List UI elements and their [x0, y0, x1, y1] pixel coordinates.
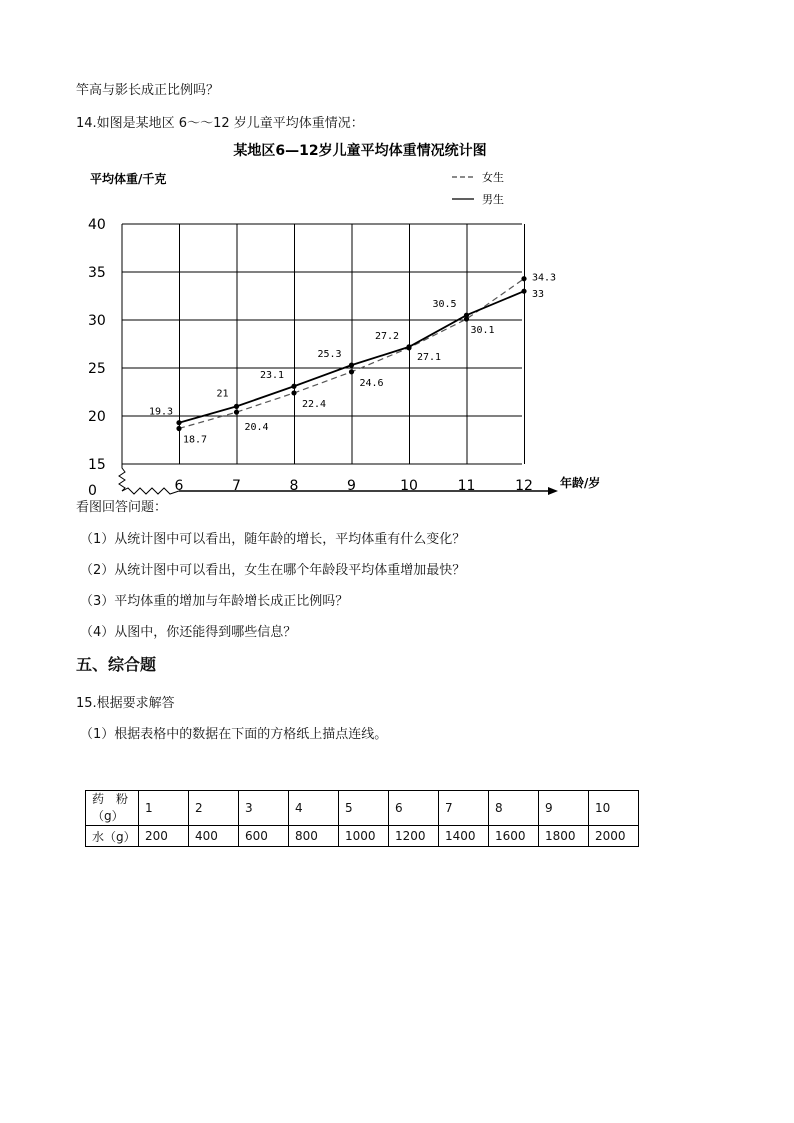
y-tick-label: 30 [88, 313, 106, 329]
answer-prompt: 看图回答问题： [76, 500, 168, 515]
powder-water-table [85, 790, 639, 847]
legend-label-boys: 男生 [482, 193, 504, 206]
y-tick-label: 20 [88, 409, 106, 425]
table-cell: 1800 [539, 826, 589, 847]
x-axis-break [122, 488, 179, 494]
data-point-boys [521, 289, 526, 294]
table-row [86, 826, 639, 847]
table-cell: 5 [339, 791, 389, 826]
table-cell: 800 [289, 826, 339, 847]
table-cell: 1000 [339, 826, 389, 847]
data-point-girls [349, 369, 354, 374]
table-cell: 10 [589, 791, 639, 826]
data-point-boys [291, 384, 296, 389]
data-point-boys [464, 313, 469, 318]
table-cell: 8 [489, 791, 539, 826]
weight-line-chart [80, 138, 620, 498]
data-label-girls: 24.6 [359, 377, 384, 389]
y-tick-label: 25 [88, 361, 106, 377]
table-cell: 2000 [589, 826, 639, 847]
data-point-boys [234, 404, 239, 409]
x-tick-label: 6 [174, 478, 184, 494]
table-cell: 9 [539, 791, 589, 826]
question-14-4: （4）从图中，你还能得到哪些信息？ [80, 625, 297, 640]
table-cell: 400 [189, 826, 239, 847]
question-15-1: （1）根据表格中的数据在下面的方格纸上描点连线。 [80, 727, 388, 742]
section-5-heading: 五、综合题 [76, 655, 157, 674]
table-cell: 600 [239, 826, 289, 847]
data-label-girls: 20.4 [244, 422, 269, 434]
legend-label-girls: 女生 [482, 171, 504, 184]
table-cell: 1200 [389, 826, 439, 847]
x-tick-label: 8 [289, 478, 299, 494]
x-tick-label: 12 [515, 478, 533, 494]
data-label-girls: 30.1 [470, 325, 495, 337]
data-point-boys [349, 363, 354, 368]
question-14-intro: 14.如图是某地区 6～～12 岁儿童平均体重情况： [76, 116, 364, 131]
question-14-3: （3）平均体重的增加与年龄增长成正比例吗？ [80, 594, 349, 609]
chart-title: 某地区6—12岁儿童平均体重情况统计图 [233, 143, 487, 159]
data-label-boys: 30.5 [432, 299, 457, 311]
table-cell: 6 [389, 791, 439, 826]
table-cell: 1400 [439, 826, 489, 847]
data-point-girls [291, 390, 296, 395]
y-axis-label: 平均体重/千克 [90, 172, 167, 186]
data-point-girls [521, 276, 526, 281]
table-row [86, 791, 639, 826]
data-label-boys: 19.3 [149, 406, 174, 418]
table-cell: 3 [239, 791, 289, 826]
table-cell: 1 [139, 791, 189, 826]
y-tick-label: 15 [88, 457, 106, 473]
data-label-boys: 23.1 [260, 370, 285, 382]
question-14-2: （2）从统计图中可以看出，女生在哪个年龄段平均体重增加最快？ [80, 563, 466, 578]
x-tick-label: 7 [232, 478, 241, 494]
data-label-girls: 34.3 [532, 272, 557, 284]
data-point-girls [176, 426, 181, 431]
table-cell: 200 [139, 826, 189, 847]
table-cell: 2 [189, 791, 239, 826]
x-axis-arrow [548, 487, 558, 495]
data-label-boys: 33 [532, 289, 545, 301]
data-point-boys [406, 344, 411, 349]
data-label-boys: 25.3 [317, 349, 342, 361]
y-tick-label: 0 [88, 483, 97, 498]
data-label-girls: 22.4 [302, 398, 327, 410]
data-point-girls [234, 410, 239, 415]
x-axis-label: 年龄/岁 [560, 476, 601, 490]
data-label-boys: 27.2 [375, 330, 400, 342]
table-cell: 1600 [489, 826, 539, 847]
table-cell: 7 [439, 791, 489, 826]
question-14-1: （1）从统计图中可以看出，随年龄的增长，平均体重有什么变化？ [80, 532, 466, 547]
question-15-intro: 15.根据要求解答 [76, 696, 175, 711]
x-tick-label: 11 [457, 478, 476, 494]
data-label-girls: 27.1 [417, 351, 442, 363]
y-tick-label: 35 [88, 265, 106, 281]
row-header-water: 水（g） [86, 826, 139, 847]
x-tick-label: 9 [347, 478, 356, 494]
x-tick-label: 10 [400, 478, 418, 494]
y-tick-label: 40 [88, 217, 106, 233]
table-cell: 4 [289, 791, 339, 826]
data-label-girls: 18.7 [183, 434, 208, 446]
row-header-powder: 药 粉（g） [86, 791, 139, 826]
data-point-boys [176, 420, 181, 425]
y-axis-break [119, 464, 125, 491]
data-label-boys: 21 [216, 388, 229, 400]
previous-question-tail: 竿高与影长成正比例吗？ [76, 83, 220, 98]
